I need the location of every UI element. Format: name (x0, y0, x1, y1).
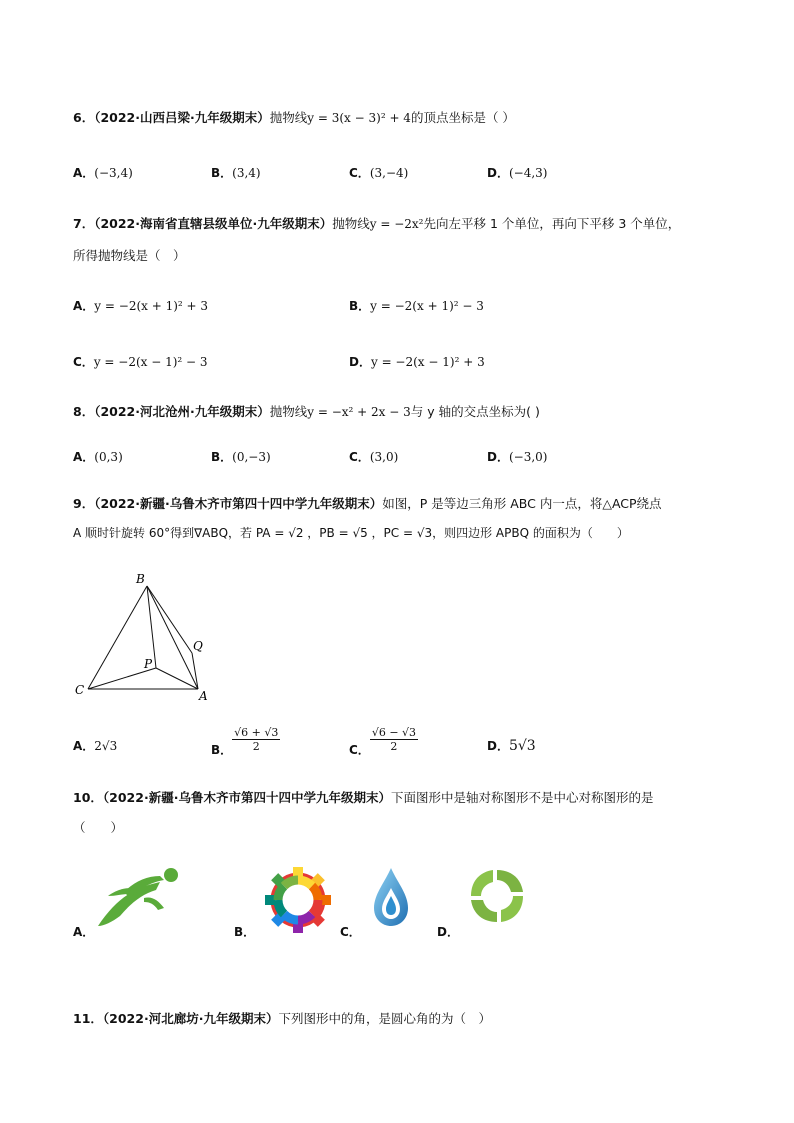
question-8 (73, 402, 540, 420)
question-6 (73, 108, 515, 126)
option-a: A．(−3,4) (73, 166, 133, 180)
question-number: 9． (73, 496, 95, 511)
question-number: 7． (73, 216, 95, 231)
fraction: $\frac{√6 + √3}{2}$ (234, 726, 279, 753)
option-c: C． (340, 925, 361, 939)
question-number: 11． (73, 1011, 103, 1026)
formula: y = −x² + 2x − 3 (307, 405, 411, 419)
edge-ba (147, 586, 198, 689)
water-drop-icon (371, 866, 411, 928)
label-b: B (136, 572, 145, 586)
option-b: B．(0,−3) (211, 450, 271, 464)
question-9 (73, 494, 662, 512)
option-b: B．y = −2(x + 1)² − 3 (349, 299, 484, 313)
question-text: 抛物线 (269, 110, 308, 125)
question-source: （2022·河北沧州·九年级期末） (94, 404, 270, 419)
option-c: C．y = −2(x − 1)² − 3 (73, 355, 208, 369)
label-c: C (75, 683, 85, 697)
option-b: B．(3,4) (211, 166, 261, 180)
label-p: P (144, 657, 153, 671)
option-a: A．2√3 (73, 739, 118, 753)
option-c: C． $\frac{√6 - √3}{2}$ (349, 726, 417, 757)
option-a: A． (73, 925, 95, 939)
gear-ring-icon (264, 866, 332, 934)
running-figure-icon (94, 866, 182, 930)
option-a: A．(0,3) (73, 450, 123, 464)
question-text: 下列图形中的角，是圆心角的为（ ） (278, 1011, 491, 1026)
option-d: D．5√3 (487, 738, 536, 754)
question-source: （2022·河北廊坊·九年级期末） (102, 1011, 279, 1026)
question-11 (73, 1009, 491, 1027)
question-text: 先向左平移 1 个单位，再向下平移 3 个单位， (423, 216, 681, 231)
question-text: 的顶点坐标是（ ） (410, 110, 515, 125)
fraction: $\frac{√6 - √3}{2}$ (371, 726, 417, 753)
label-q: Q (193, 639, 203, 653)
edge-bp (147, 586, 156, 668)
label-a: A (199, 689, 208, 703)
option-a: A．y = −2(x + 1)² + 3 (73, 299, 209, 313)
question-source: （2022·海南省直辖县级单位·九年级期末） (94, 216, 333, 231)
question-source: （2022·山西吕梁·九年级期末） (94, 110, 270, 125)
question-source: （2022·新疆·乌鲁木齐市第四十四中学九年级期末） (94, 496, 383, 511)
triangle-figure (70, 568, 220, 703)
question-9-line2: A 顺时针旋转 60°得到∇ABQ，若 PA = √2 ，PB = √5 ，PC = √3，则四边形 APBQ 的面积为（ ） (73, 526, 629, 540)
question-text: 下面图形中是轴对称图形不是中心对称图形的是 (390, 790, 654, 805)
question-number: 8． (73, 404, 95, 419)
option-d: D．(−3,0) (487, 450, 548, 464)
question-text: 抛物线 (269, 404, 308, 419)
question-7 (73, 214, 680, 232)
option-b: B． $\frac{√6 + √3}{2}$ (211, 726, 279, 757)
question-text: 如图，P 是等边三角形 ABC 内一点，将△ACP绕点 (382, 496, 662, 511)
question-10 (73, 788, 653, 806)
option-d: D．y = −2(x − 1)² + 3 (349, 355, 485, 369)
option-c: C．(3,0) (349, 450, 399, 464)
formula: y = −2x² (369, 217, 424, 231)
option-d: D．(−4,3) (487, 166, 548, 180)
question-10-line2: （ ） (73, 820, 124, 835)
option-d: D． (437, 925, 459, 939)
question-text: 与 y 轴的交点坐标为( ) (410, 404, 540, 419)
question-source: （2022·新疆·乌鲁木齐市第四十四中学九年级期末） (102, 790, 391, 805)
option-b: B． (234, 925, 256, 939)
formula: y = 3(x − 3)² + 4 (307, 111, 411, 125)
option-c: C．(3,−4) (349, 166, 409, 180)
edge-pa (156, 668, 198, 689)
recycle-leaves-icon (467, 866, 527, 926)
question-number: 6． (73, 110, 95, 125)
question-text: 抛物线 (332, 216, 370, 231)
question-7-line2: 所得抛物线是（ ） (73, 248, 186, 263)
question-number: 10． (73, 790, 103, 805)
